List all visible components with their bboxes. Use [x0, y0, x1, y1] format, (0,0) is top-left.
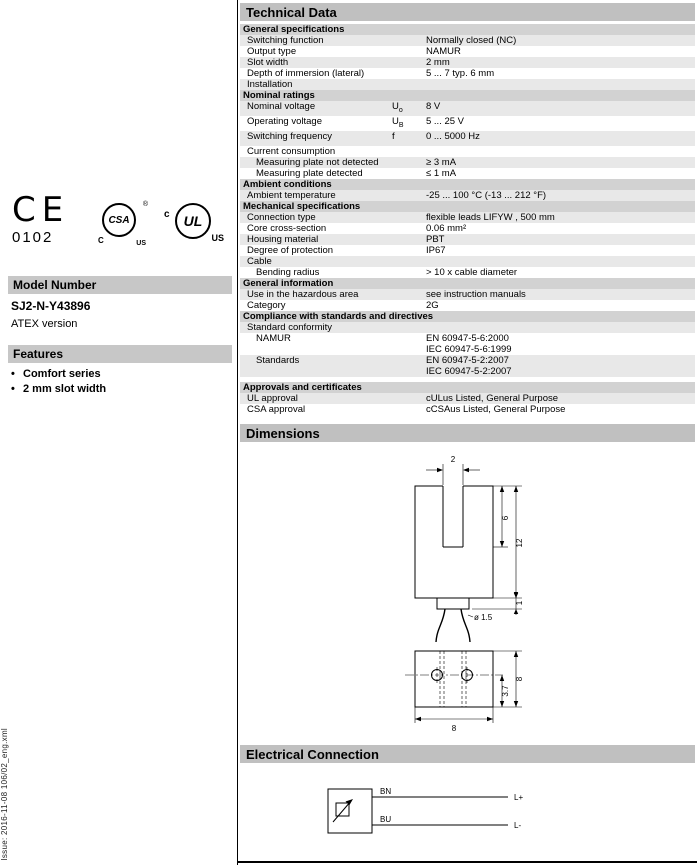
row-installation: Installation [240, 79, 695, 90]
ce-number: 0102 [12, 229, 54, 246]
row-slot-width: Slot width 2 mm [240, 57, 695, 68]
section-approvals: Approvals and certificates [240, 382, 695, 393]
row-degree-of-protection: Degree of protection IP67 [247, 244, 446, 256]
row-nominal-voltage: Nominal voltage $U_o$ 8 V [240, 101, 695, 116]
dim-depth-label: 3.7 [501, 685, 510, 697]
row-standards: Standards EN 60947-5-2:2007 IEC 60947-5-2:2007 [240, 355, 695, 377]
row-category: Category 2G [247, 299, 439, 311]
row-switching-frequency: Switching frequency f 0 ... 5000 Hz [240, 131, 695, 146]
dim-height-label: 12 [515, 538, 524, 548]
row-ul-approval: UL approval cULus Listed, General Purpose [240, 393, 695, 404]
dim-slot-width-label: 2 [450, 454, 456, 464]
terminal-lminus-label: L- [514, 820, 522, 830]
section-nominal-ratings: Nominal ratings [240, 90, 695, 101]
section-general-information: General information [240, 278, 695, 289]
row-csa-approval: CSA approval cCSAus Listed, General Purpose [247, 403, 566, 415]
column-divider [237, 0, 238, 865]
model-number-header: Model Number [8, 276, 232, 294]
technical-data-header: Technical Data [240, 3, 695, 21]
issue-note: Issue: 2016-11-08 106/02_eng.xml [0, 728, 9, 861]
section-mechanical-specifications: Mechanical specifications [240, 201, 695, 212]
model-number-value: SJ2-N-Y43896 [11, 299, 91, 313]
row-core-cross-section: Core cross-section 0.06 mm² [247, 222, 467, 234]
row-connection-type: Connection type flexible leads LIFYW , 500 mm [240, 212, 695, 223]
electrical-connection-svg [240, 769, 695, 864]
dim-wire-diameter-label: ø 1.5 [474, 612, 493, 622]
ul-logo-icon: UL c US [164, 201, 226, 249]
left-column [8, 0, 232, 865]
technical-data-table [240, 24, 695, 415]
terminal-lplus-label: L+ [514, 792, 524, 802]
row-operating-voltage: Operating voltage $U_B$ 5 ... 25 V [247, 115, 465, 129]
features-header: Features [8, 345, 232, 363]
row-cable: Cable [240, 256, 695, 267]
wire-bu-label: BU [380, 814, 392, 824]
row-plate-not-detected: Measuring plate not detected ≥ 3 mA [240, 157, 695, 168]
dimension-drawing [240, 446, 695, 736]
row-current-consumption: Current consumption [247, 145, 336, 157]
row-switching-function: Switching function Normally closed (NC) [240, 35, 695, 46]
section-ambient-conditions: Ambient conditions [240, 179, 695, 190]
ce-mark-icon: CE 0102 [12, 193, 98, 246]
electrical-connection-header: Electrical Connection [240, 745, 695, 763]
dim-side-height-label: 8 [515, 676, 524, 681]
row-housing-material: Housing material PBT [240, 234, 695, 245]
dimensions-header: Dimensions [240, 424, 695, 442]
csa-logo-icon: CSA ® C US [98, 201, 148, 247]
dim-immersion-label: 6 [501, 515, 510, 520]
electrical-connection-diagram [240, 769, 695, 864]
dim-flange-label: 1 [515, 600, 524, 605]
row-plate-detected: Measuring plate detected ≤ 1 mA [256, 167, 457, 179]
row-hazardous-area: Use in the hazardous area see instruction manuals [240, 289, 695, 300]
dim-side-width-label: 8 [451, 723, 457, 733]
model-variant: ATEX version [11, 318, 78, 330]
main-column [240, 0, 695, 864]
section-general-specifications: General specifications [240, 24, 695, 35]
feature-item: • Comfort series [11, 367, 106, 382]
features-list [11, 367, 106, 397]
row-standard-conformity: Standard conformity [240, 322, 695, 333]
dimension-drawing-svg [240, 446, 695, 736]
wire-bn-label: BN [380, 786, 392, 796]
feature-item: • 2 mm slot width [11, 382, 106, 397]
row-depth-of-immersion: Depth of immersion (lateral) 5 ... 7 typ. 6 mm [247, 68, 495, 79]
row-ambient-temperature: Ambient temperature -25 ... 100 °C (-13 ... 212 °F) [240, 190, 695, 201]
certification-logos [12, 190, 226, 249]
section-compliance: Compliance with standards and directives [240, 311, 695, 322]
row-output-type: Output type NAMUR [247, 46, 461, 57]
row-namur-conformity: NAMUR EN 60947-5-6:2000 IEC 60947-5-6:1999 [256, 332, 512, 355]
row-bending-radius: Bending radius > 10 x cable diameter [256, 266, 518, 278]
